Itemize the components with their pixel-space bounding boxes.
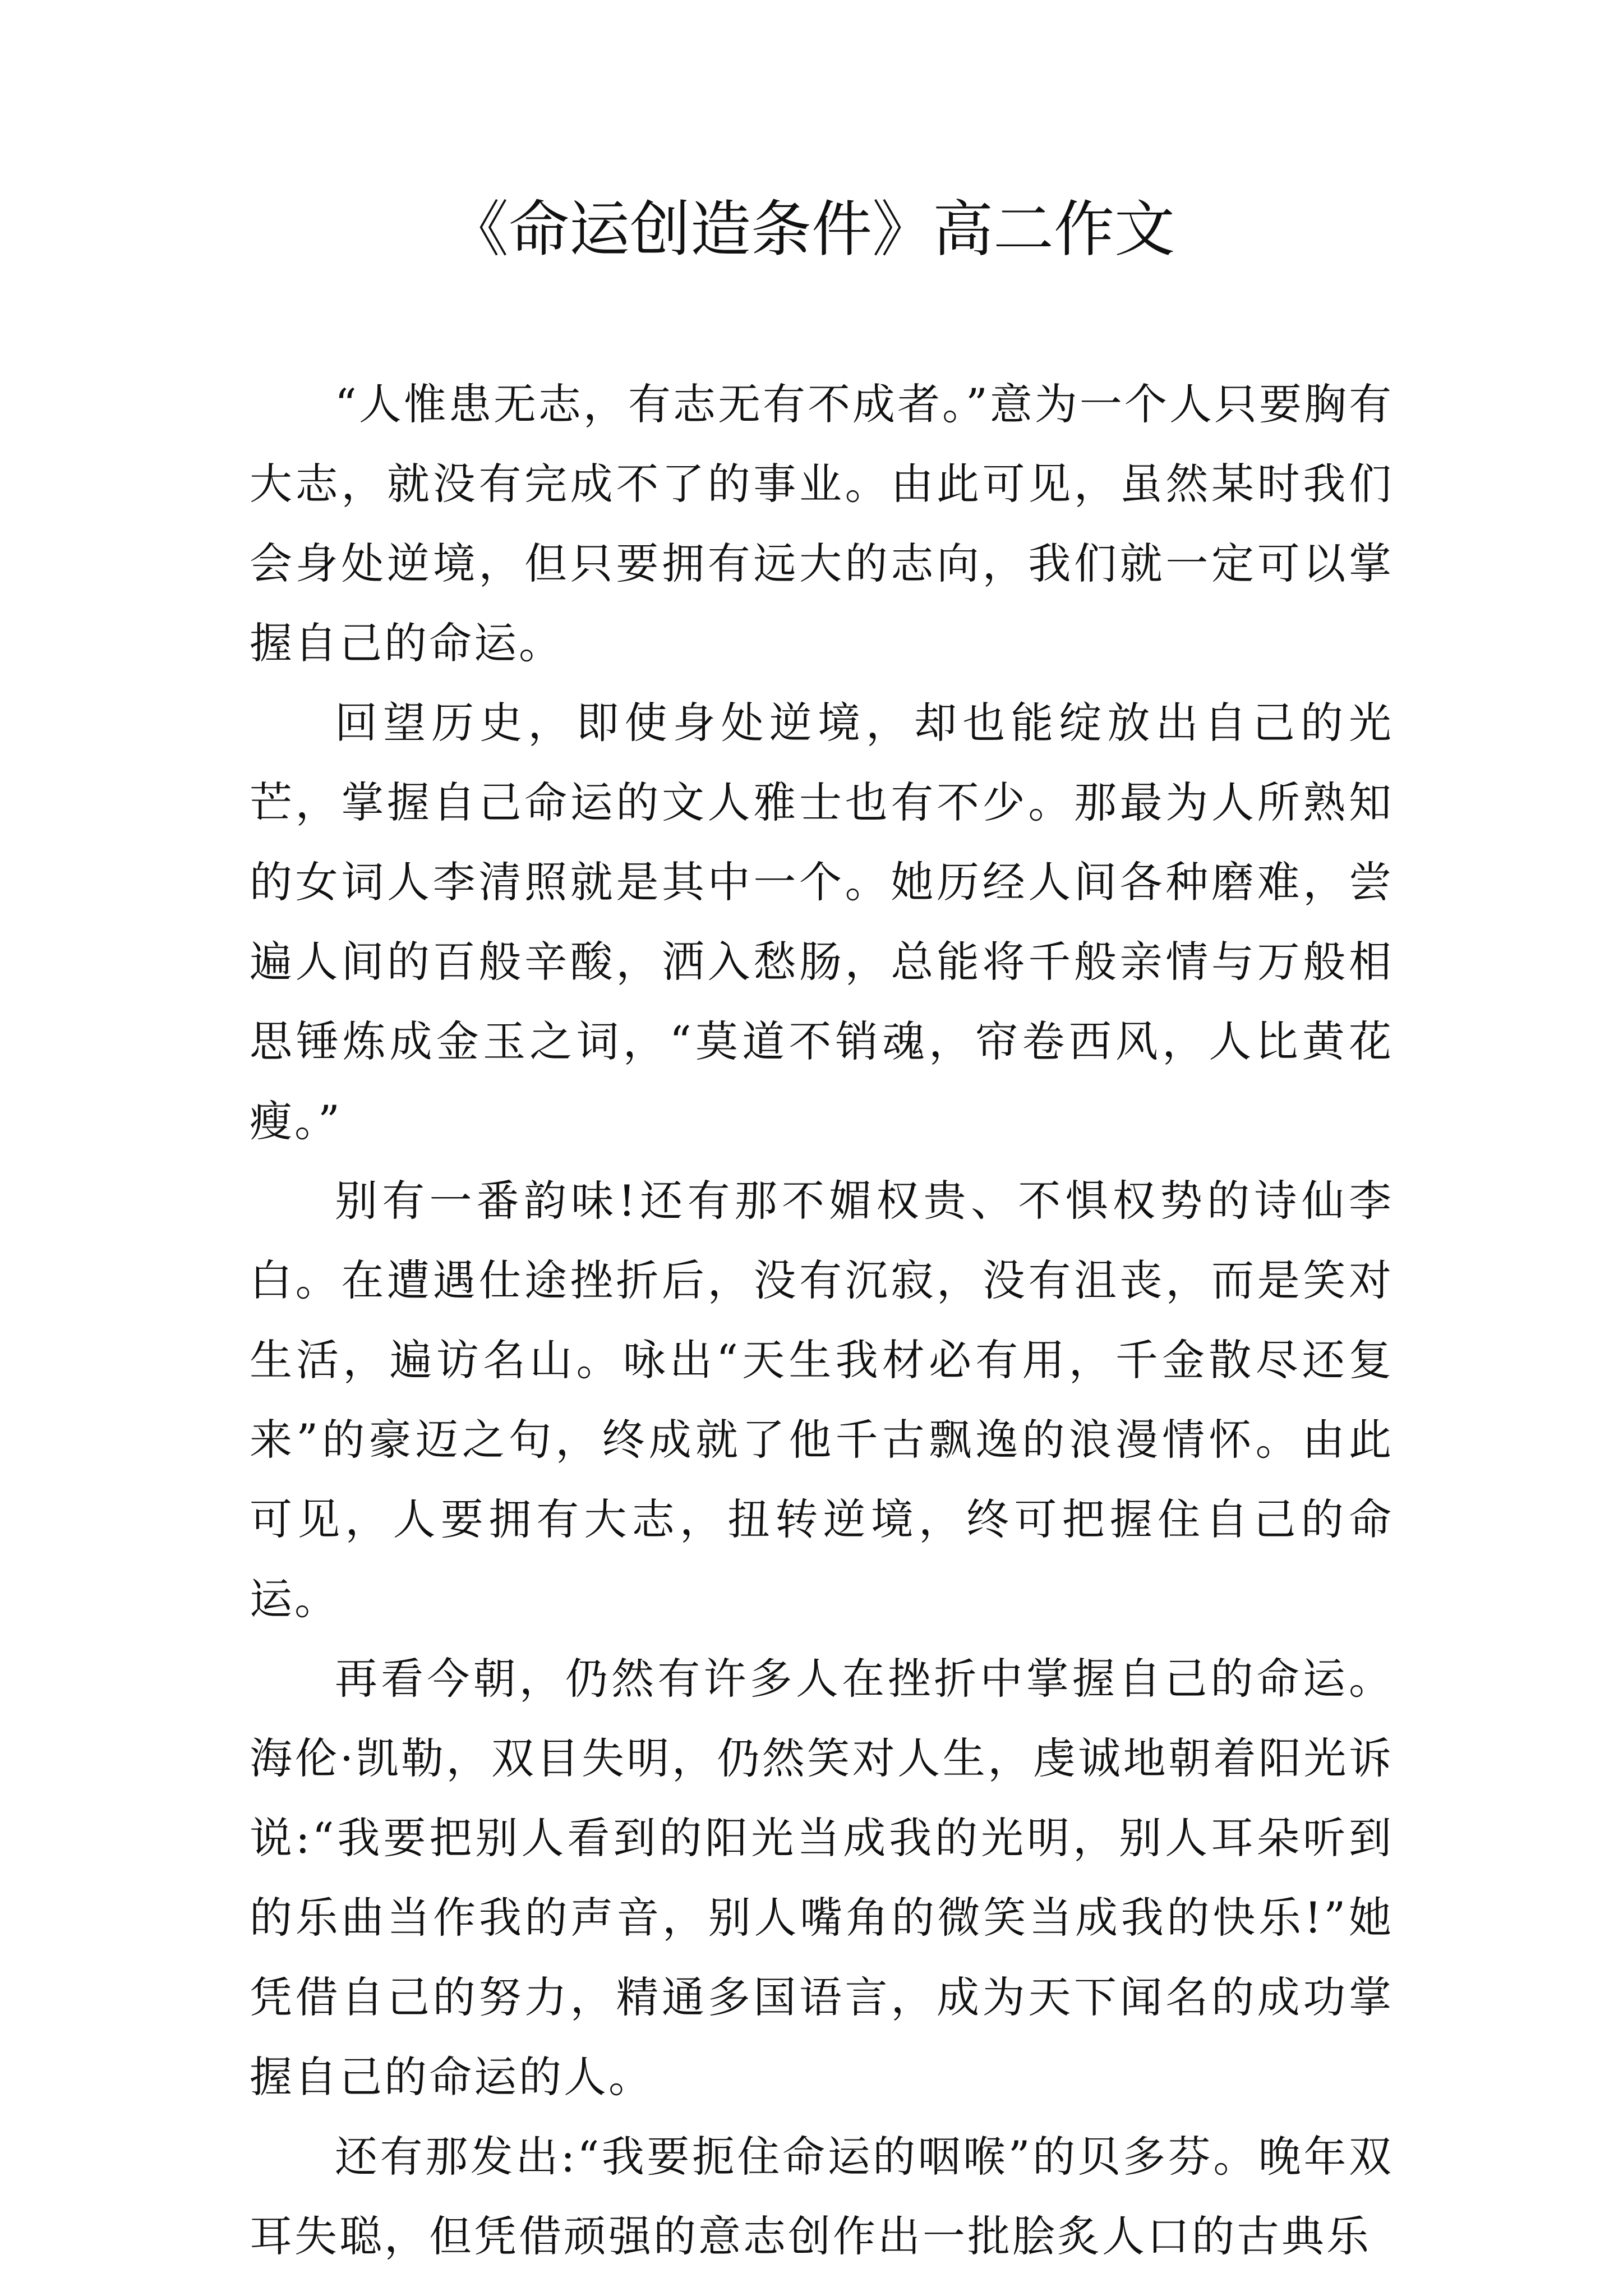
paragraph-5: 还有那发出:“我要扼住命运的咽喉”的贝多芬。晚年双耳失聪，但凭借顽强的意志创作出一批脍炙人口的古典乐 — [250, 2132, 1394, 2261]
paragraph-1: “人惟患无志，有志无有不成者。”意为一个人只要胸有大志，就没有完成不了的事业。由此可见，虽然某时我们会身处逆境，但只要拥有远大的志向，我们就一定可以掌握自己的命运。 — [250, 379, 1394, 668]
document-title: 《命运创造条件》高二作文 — [448, 195, 1175, 265]
paragraph-2: 回望历史，即使身处逆境，却也能绽放出自己的光芒，掌握自己命运的文人雅士也有不少。那最为人所熟知的女词人李清照就是其中一个。她历经人间各种磨难，尝遍人间的百般辛酸，洒入愁肠，总能将千般亲情与万般相思锤炼成金玉之词，“莫道不销魂，帘卷西风，人比黄花瘦。” — [250, 698, 1394, 1146]
paragraph-4: 再看今朝，仍然有许多人在挫折中掌握自己的命运。海伦·凯勒，双目失明，仍然笑对人生，虔诚地朝着阳光诉说:“我要把别人看到的阳光当成我的光明，别人耳朵听到的乐曲当作我的声音，别人嘴角的微笑当成我的快乐!”她凭借自己的努力，精通多国语言，成为天下闻名的成功掌握自己的命运的人。 — [250, 1654, 1394, 2102]
paragraph-3: 别有一番韵味!还有那不媚权贵、不惧权势的诗仙李白。在遭遇仕途挫折后，没有沉寂，没有沮丧，而是笑对生活，遍访名山。咏出“天生我材必有用，千金散尽还复来”的豪迈之句，终成就了他千古飘逸的浪漫情怀。由此可见，人要拥有大志，扭转逆境，终可把握住自己的命运。 — [250, 1176, 1394, 1624]
document-body — [250, 365, 1394, 2276]
